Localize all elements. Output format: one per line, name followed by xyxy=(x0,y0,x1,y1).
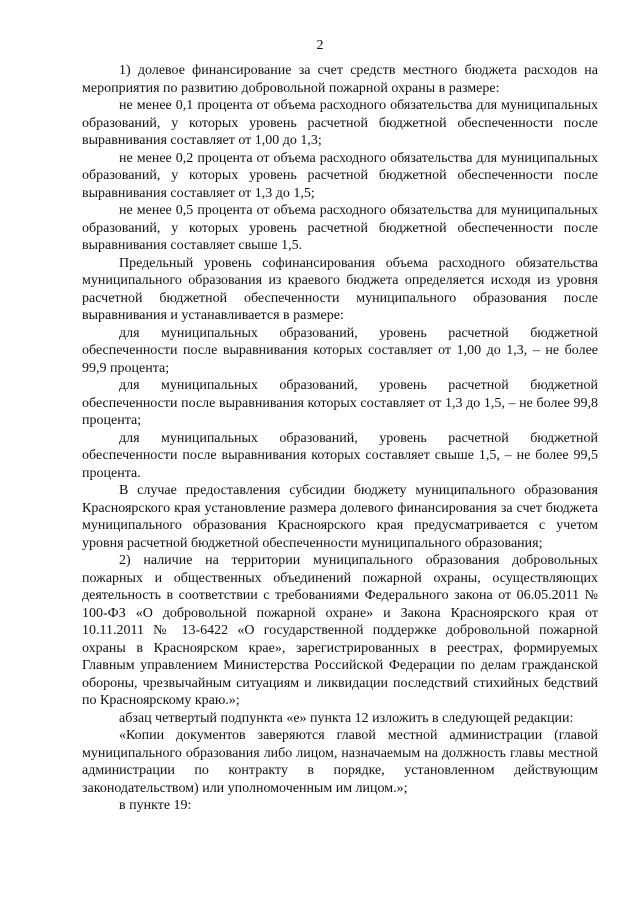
paragraph-subsidy-case: В случае предоставления субсидии бюджету муниципального образования Красноярского края установление размера долевого финансирования за счет бюджета муниципального образования Красноярского края предусматривается с учетом уровня расчетной бюджетной обеспеченности муниципального образования; xyxy=(82,483,598,551)
paragraph-point-19: в пункте 19: xyxy=(119,798,192,813)
paragraph-cofinancing-limit: Предельный уровень софинансирования объема расходного обязательства муниципального образования из краевого бюджета определяется исходя из уровня расчетной бюджетной обеспеченности муниципального образования после выравнивания и устанавливается в размере: xyxy=(82,255,598,323)
paragraph-funding-share: 1) долевое финансирование за счет средств местного бюджета расходов на мероприятия по развитию добровольной пожарной охраны в размере: xyxy=(82,63,598,96)
paragraph-limit-99-5: для муниципальных образований, уровень расчетной бюджетной обеспеченности после выравнивания которых составляет свыше 1,5, – не более 99,5 процента. xyxy=(82,430,598,481)
paragraph-min-0-2-percent: не менее 0,2 процента от объема расходного обязательства для муниципальных образований, у которых уровень расчетной бюджетной обеспеченности после выравнивания составляет от 1,3 до 1,5; xyxy=(82,150,598,201)
document-body xyxy=(82,62,598,815)
paragraph-volunteer-fire-units: 2) наличие на территории муниципального образования добровольных пожарных и общественных объединений пожарной охраны, осуществляющих деятельность в соответствии с требованиями Федерального закона от 06.05.2011 № 100-ФЗ «О добровольной пожарной охране» и Закона Красноярского края от 10.11.2011 № 13-6422 «О государственной поддержке добровольной пожарной охраны в Красноярском крае», зарегистрированных в реестрах, формируемых Главным управлением Министерства Российской Федерации по делам гражданской обороны, чрезвычайным ситуациям и ликвидации последствий стихийных бедствий по Красноярскому краю.»; xyxy=(82,553,598,708)
paragraph-limit-99-9: для муниципальных образований, уровень расчетной бюджетной обеспеченности после выравнивания которых составляет от 1,00 до 1,3, – не более 99,9 процента; xyxy=(82,325,598,376)
page-number: 2 xyxy=(316,38,324,53)
paragraph-quoted-text: «Копии документов заверяются главой местной администрации (главой муниципального образования либо лицом, назначаемым на должность главы местной администрации по контракту в порядке, установленном действующим законодательством) или уполномоченным им лицом.»; xyxy=(82,728,598,796)
paragraph-min-0-1-percent: не менее 0,1 процента от объема расходного обязательства для муниципальных образований, у которых уровень расчетной бюджетной обеспеченности после выравнивания составляет от 1,00 до 1,3; xyxy=(82,98,598,148)
paragraph-limit-99-8: для муниципальных образований, уровень расчетной бюджетной обеспеченности после выравнивания которых составляет от 1,3 до 1,5, – не более 99,8 процента; xyxy=(82,378,598,428)
paragraph-min-0-5-percent: не менее 0,5 процента от объема расходного обязательства для муниципальных образований, у которых уровень расчетной бюджетной обеспеченности после выравнивания составляет свыше 1,5. xyxy=(82,203,598,253)
paragraph-amendment-instruction: абзац четвертый подпункта «е» пункта 12 изложить в следующей редакции: xyxy=(119,710,574,726)
